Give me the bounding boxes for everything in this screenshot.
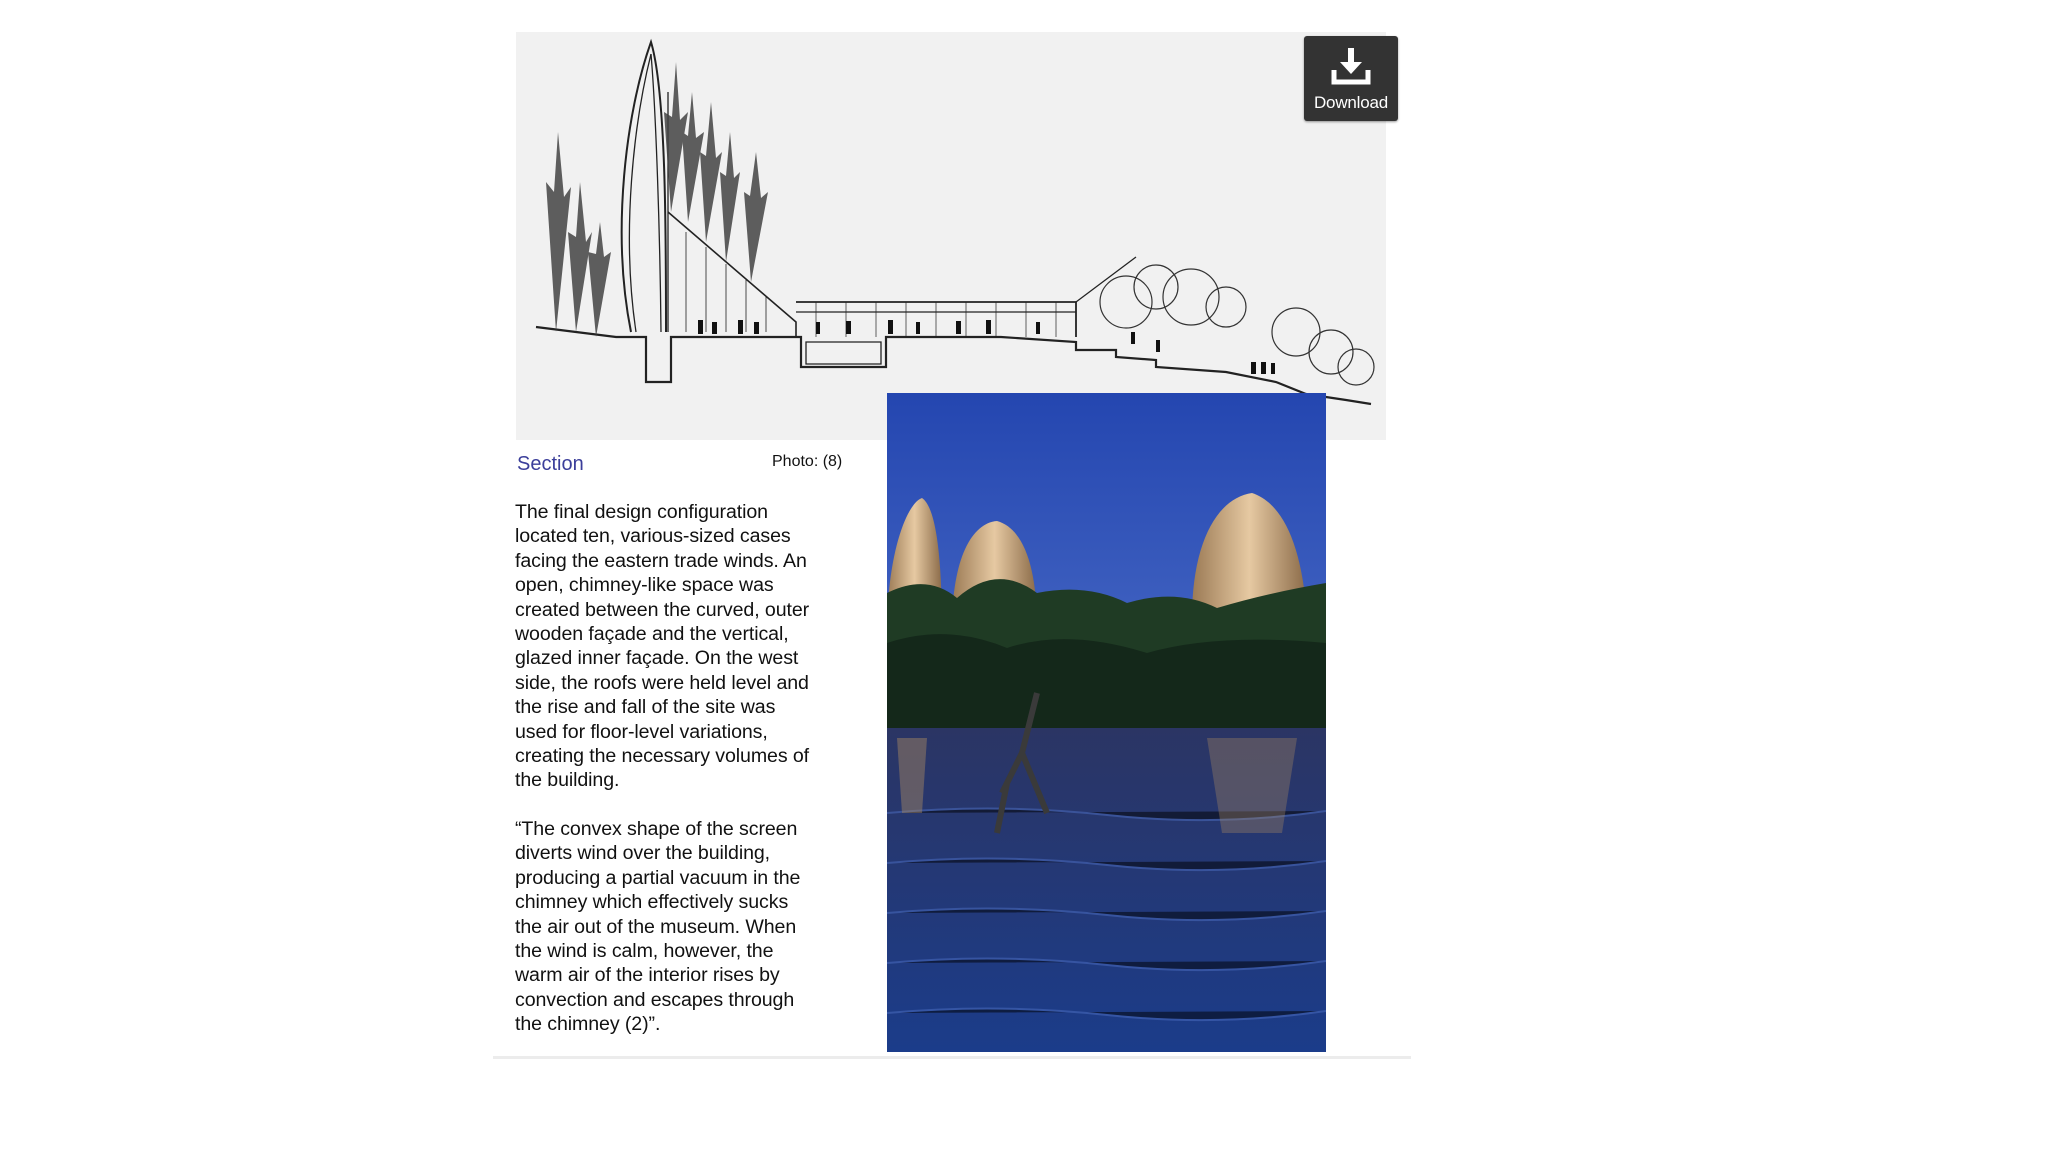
paragraph-1: The final design configuration located ten, various-sized cases facing the eastern trade winds. An open, chimney-like space was created between the curved, outer wooden façade and the vertical, glazed inner façade. On the west side, the roofs were held level and the rise and fall of the site was used for floor-level variations, creating the necessary volumes of the building.: [515, 501, 810, 792]
photo-credit: Photo: (8): [772, 453, 843, 470]
download-icon: [1330, 46, 1372, 91]
section-drawing: [516, 32, 1386, 440]
download-button[interactable]: [1304, 36, 1398, 121]
figure-caption: Section: [517, 453, 584, 475]
body-text: [515, 500, 855, 1061]
paragraph-2: “The convex shape of the screen diverts wind over the building, producing a partial vacuum in the chimney which effectively sucks the air out of the museum. When the wind is calm, however, the warm air of the interior rises by convection and escapes through the chimney (2)”.: [515, 817, 801, 1036]
section-drawing-illustration: [516, 32, 1386, 440]
museum-photo: [887, 393, 1326, 1052]
download-label: Download: [1313, 93, 1388, 112]
